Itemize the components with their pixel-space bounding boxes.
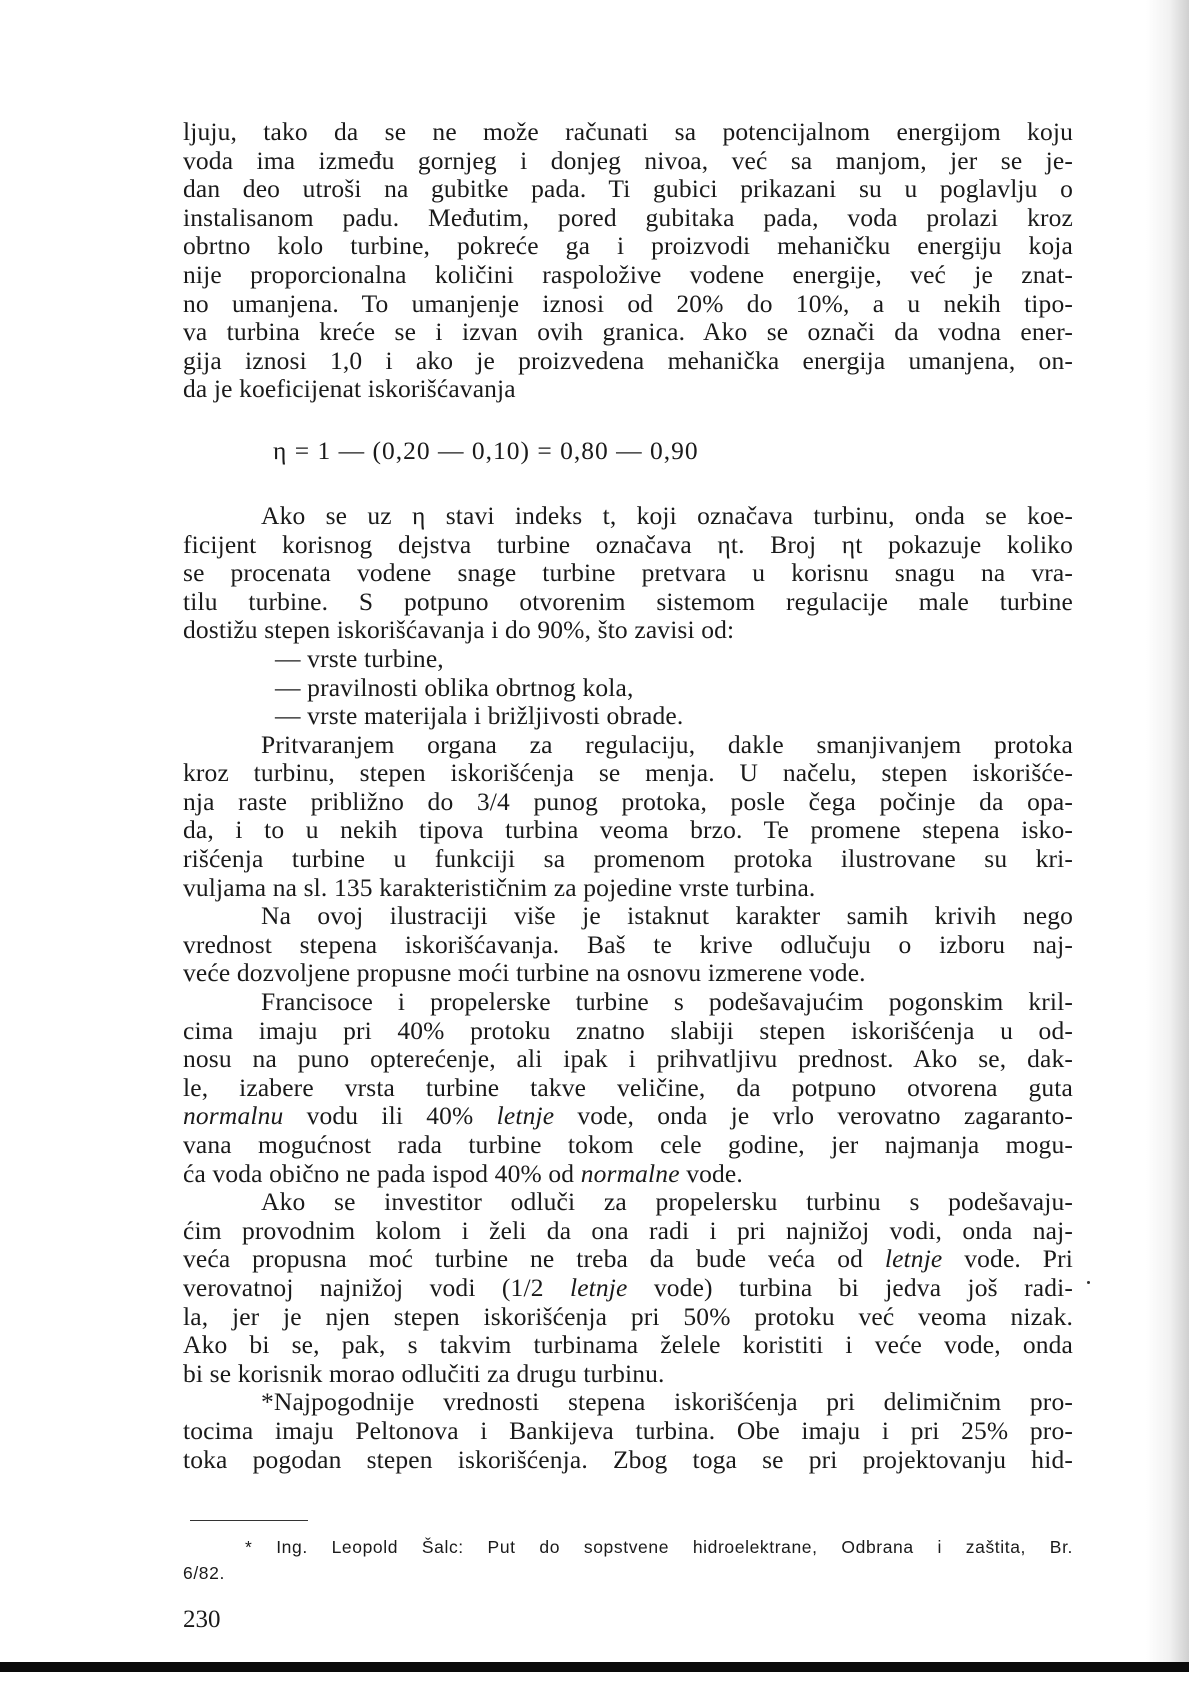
text-line: dostižu stepen iskorišćavanja i do 90%, što zavisi od: [183, 615, 735, 645]
page-body [183, 118, 1073, 1474]
text-line: nosu na puno opterećenje, ali ipak i prihvatljivu prednost. Ako se, dak- [183, 1044, 1073, 1074]
text-line: Ako bi se, pak, s takvim turbinama želele koristiti i veće vode, onda [183, 1330, 1073, 1360]
text-run: veća propusna moć turbine ne treba da bude veća od [183, 1244, 885, 1274]
text-run: ća voda obično ne pada ispod 40% od [183, 1158, 581, 1188]
text-line: obrtno kolo turbine, pokreće ga i proizvodi mehaničku energiju koja [183, 231, 1073, 261]
paragraph-3 [183, 731, 1073, 903]
paragraph-5 [183, 988, 1073, 1188]
page-edge-shadow [1146, 0, 1189, 1662]
text-line: vuljama na sl. 135 karakterističnim za pojedine vrste turbina. [183, 872, 816, 902]
text-line: kroz turbinu, stepen iskorišćenja se menja. U načelu, stepen iskorišće- [183, 758, 1073, 788]
text-line: Ako se uz η stavi indeks t, koji označava turbinu, onda se koe- [261, 500, 1073, 530]
text-line: cima imaju pri 40% protoku znatno slabiji stepen iskorišćenja u od- [183, 1015, 1073, 1045]
paragraph-6 [183, 1188, 1073, 1388]
text-line: la, jer je njen stepen iskorišćenja pri 50% protoku već veoma nizak. [183, 1301, 1073, 1331]
text-line: nja raste približno do 3/4 punog protoka, posle čega počinje da opa- [183, 786, 1073, 816]
text-run: vode. Pri [942, 1244, 1074, 1274]
text-line: gija iznosi 1,0 i ako je proizvedena mehanička energija umanjena, on- [183, 345, 1073, 375]
text-line: no umanjena. To umanjenje iznosi od 20% do 10%, a u nekih tipo- [183, 288, 1073, 318]
text-line: bi se korisnik morao odlučiti za drugu turbinu. [183, 1358, 665, 1388]
text-run: vode) turbina bi jedva još radi- [627, 1272, 1073, 1302]
italic-term: letnje [569, 1272, 628, 1302]
italic-term: letnje [884, 1244, 943, 1274]
text-line: toka pogodan stepen iskorišćenja. Zbog toga se pri projektovanju hid- [183, 1444, 1073, 1474]
text-line: veće dozvoljene propusne moći turbine na osnovu izmerene vode. [183, 958, 866, 988]
text-line: Na ovoj ilustraciji više je istaknut karakter samih krivih nego [261, 901, 1073, 931]
text-line: tocima imaju Peltonova i Bankijeva turbina. Obe imaju i pri 25% pro- [183, 1415, 1073, 1445]
text-line: ćim provodnim kolom i želi da ona radi i pri najnižoj vodi, onda naj- [183, 1215, 1073, 1245]
text-line: nije proporcionalna količini raspoložive vodene energije, već je znat- [183, 259, 1073, 289]
text-line: rišćenja turbine u funkciji sa promenom protoka ilustrovane su kri- [183, 844, 1073, 874]
paragraph-7 [183, 1388, 1073, 1474]
text-line: ljuju, tako da se ne može računati sa potencijalnom energijom koju [183, 117, 1073, 146]
paragraph-4 [183, 902, 1073, 988]
italic-term: normalnu [183, 1101, 284, 1131]
text-line: da, i to u nekih tipova turbina veoma brzo. Te promene stepena isko- [183, 815, 1073, 845]
footnote-line: * Ing. Leopold Šalc: Put do sopstvene hidroelektrane, Odbrana i zaštita, Br. [245, 1537, 1073, 1557]
text-line: voda ima između gornjeg i donjeg nivoa, već sa manjom, jer se je- [183, 145, 1073, 175]
list-item: — vrste turbine, [275, 643, 444, 673]
text-line: Francisoce i propelerske turbine s podešavajućim pogonskim kril- [261, 987, 1073, 1017]
text-line [183, 1274, 1073, 1303]
text-line: *Najpogodnije vrednosti stepena iskorišćenja pri delimičnim pro- [261, 1387, 1073, 1417]
text-line: Ako se investitor odluči za propelersku turbinu s podešavaju- [261, 1187, 1073, 1217]
text-line: ficijent korisnog dejstva turbine označava ηt. Broj ηt pokazuje koliko [183, 529, 1073, 559]
scan-bottom-bar [0, 1662, 1189, 1672]
text-run: vodu ili 40% [283, 1101, 497, 1131]
page-number: 230 [183, 1606, 221, 1633]
italic-term: letnje [496, 1101, 555, 1131]
list-item: — vrste materijala i brižljivosti obrade. [275, 701, 684, 731]
text-run: vode, onda je vrlo verovatno zagaranto- [554, 1101, 1073, 1131]
text-line: tilu turbine. S potpuno otvorenim sistemom regulacije male turbine [183, 586, 1073, 616]
scan-speck [1087, 1281, 1090, 1284]
text-run: verovatnoj najnižoj vodi (1/2 [183, 1272, 570, 1302]
text-line: le, izabere vrsta turbine takve veličine, da potpuno otvorena guta [183, 1072, 1073, 1102]
efficiency-formula: η = 1 — (0,20 — 0,10) = 0,80 — 0,90 [273, 435, 699, 465]
paragraph-2 [183, 502, 1073, 645]
text-line [183, 1160, 1073, 1189]
text-line: instalisanom padu. Međutim, pored gubitaka pada, voda prolazi kroz [183, 202, 1073, 232]
text-line: se procenata vodene snage turbine pretvara u korisnu snagu na vra- [183, 558, 1073, 588]
footnote [183, 1534, 1073, 1586]
dash-list [183, 645, 1073, 731]
text-line: dan deo utroši na gubitke pada. Ti gubici prikazani su u poglavlju o [183, 174, 1073, 204]
list-item: — pravilnosti oblika obrtnog kola, [275, 672, 634, 702]
paragraph-1 [183, 118, 1073, 404]
italic-term: normalne [580, 1158, 680, 1188]
text-line: Pritvaranjem organa za regulaciju, dakle smanjivanjem protoka [261, 729, 1073, 759]
text-line [183, 1102, 1073, 1131]
text-line: da je koeficijenat iskorišćavanja [183, 374, 516, 404]
text-line: va turbina kreće se i izvan ovih granica. Ako se označi da vodna ener- [183, 317, 1073, 347]
footnote-rule [190, 1520, 308, 1521]
text-line: vana mogućnost rada turbine tokom cele godine, jer najmanja mogu- [183, 1130, 1073, 1159]
footnote-line: 6/82. [183, 1563, 225, 1583]
text-line: vrednost stepena iskorišćavanja. Baš te krive odlučuju o izboru naj- [183, 929, 1073, 959]
text-run: vode. [679, 1158, 743, 1188]
text-line [183, 1245, 1073, 1274]
